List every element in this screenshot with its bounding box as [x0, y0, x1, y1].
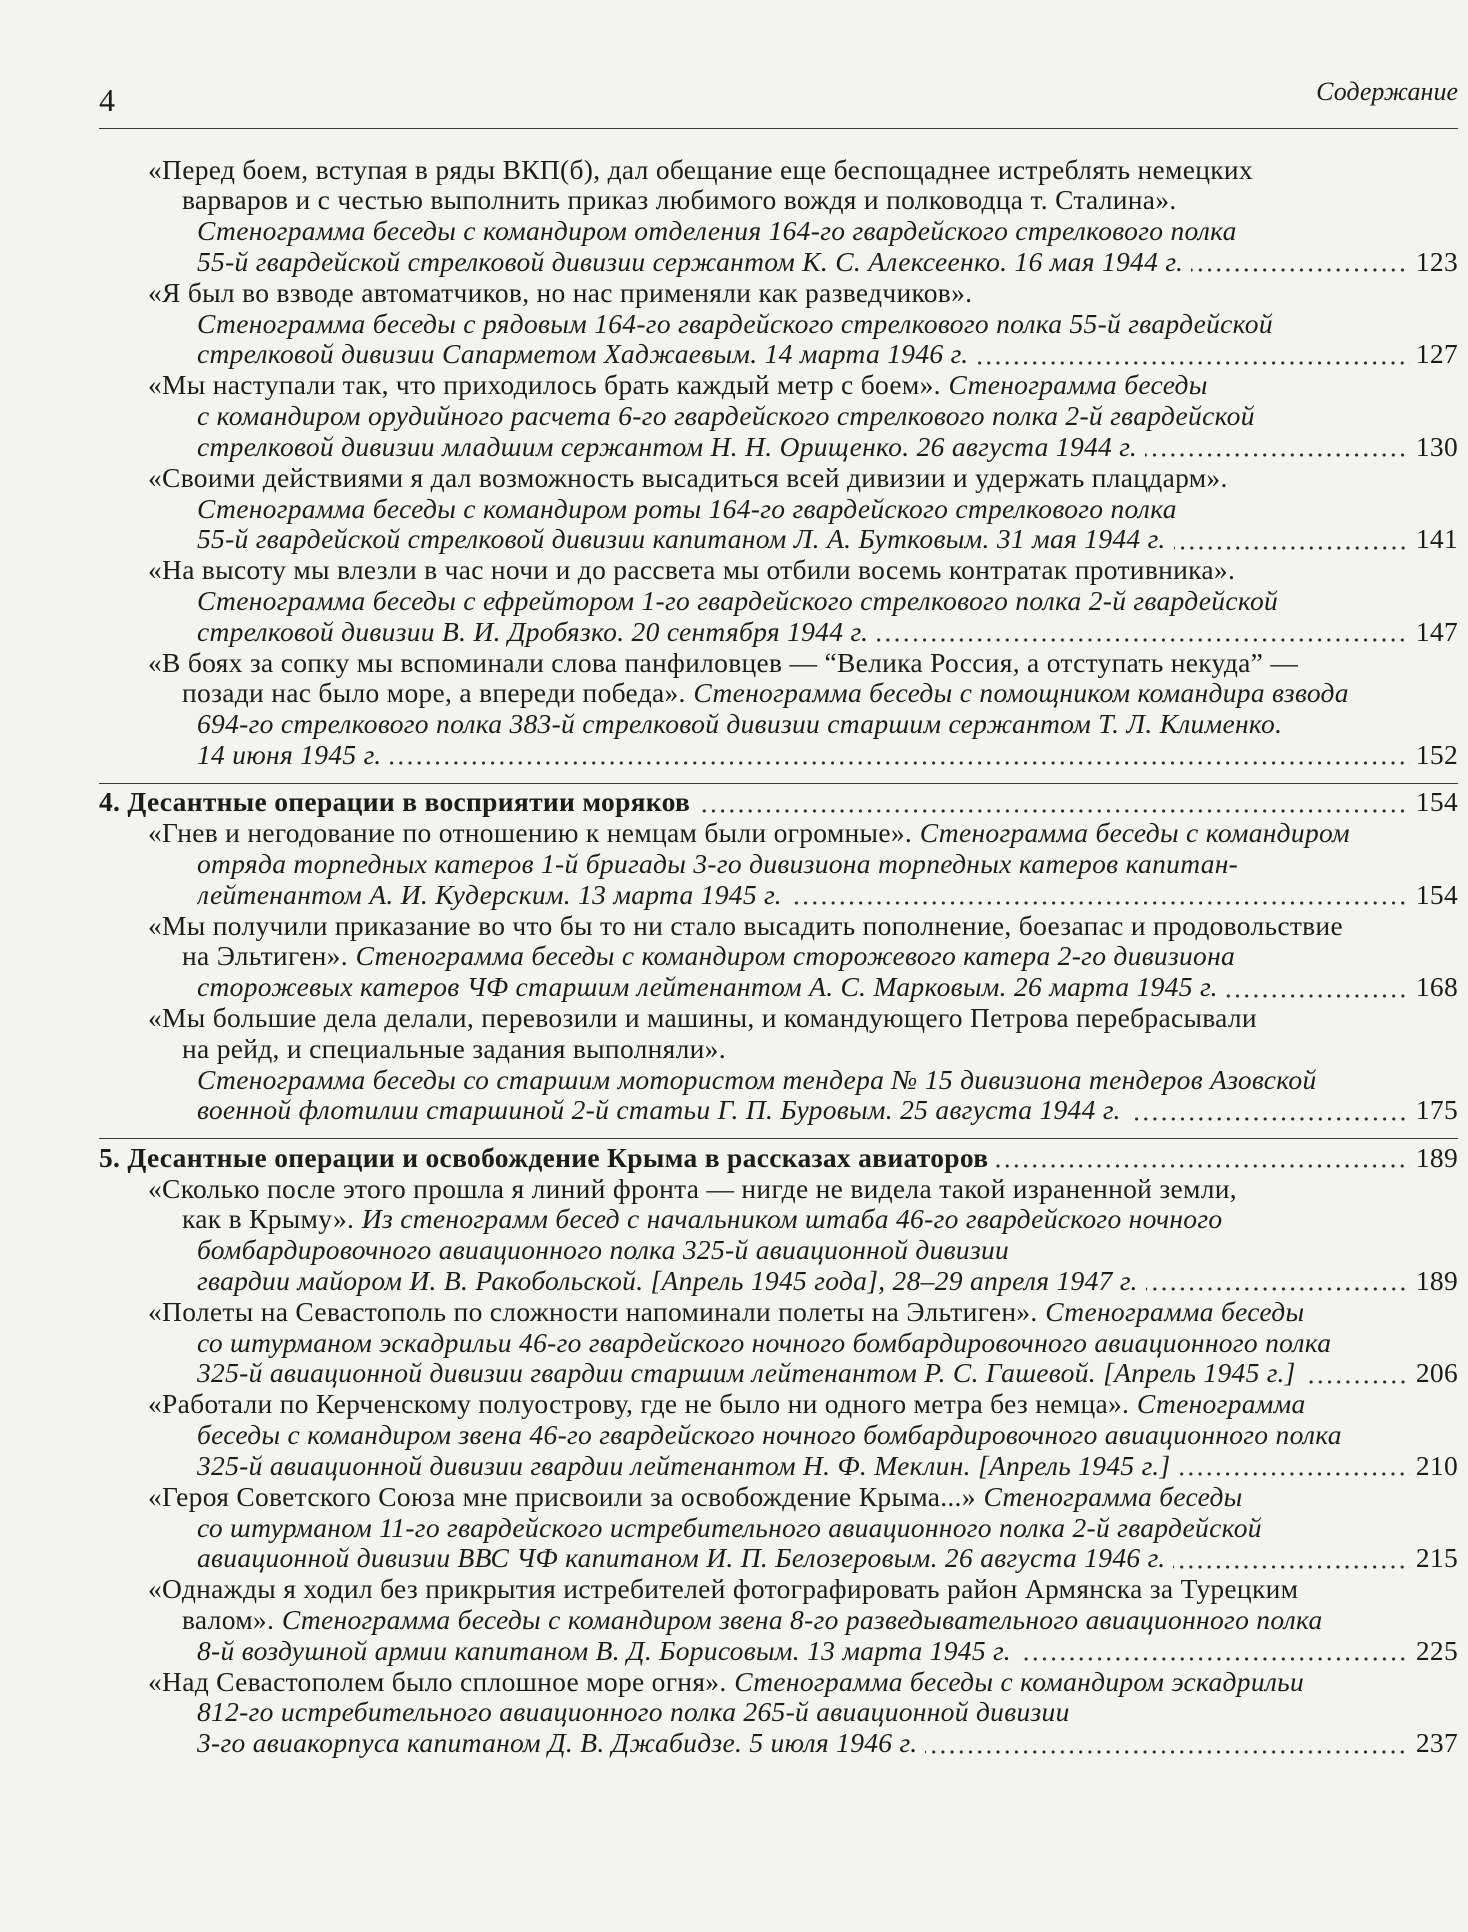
toc-entry-line: [99, 155, 1458, 186]
source-description: 325-й авиационной дивизии гвардии лейтенантом Н. Ф. Меклин. [Апрель 1945 г.]: [197, 1450, 1171, 1481]
toc-entry-page: 215: [1415, 1542, 1458, 1574]
source-description: 694-го стрелкового полка 383-й стрелковой дивизии старшим сержантом Т. Л. Клименко.: [197, 709, 1283, 740]
dot-leader: [976, 339, 1409, 370]
section-heading: [99, 1143, 1458, 1174]
quotation-title: «Героя Советского Союза мне присвоили за освобождение Крыма...»: [148, 1481, 976, 1512]
toc-entry: [99, 911, 1458, 1003]
toc-entry-line-text: [197, 1235, 1009, 1266]
source-description: Стенограмма беседы с командиром звена 8-го разведывательного авиационного полка: [281, 1604, 1323, 1635]
toc-entry-line: [99, 1266, 1458, 1297]
toc-entry-line-text: [148, 278, 972, 309]
source-description: 812-го истребительного авиационного полка 265-й авиационной дивизии: [197, 1697, 1070, 1728]
toc-entry: [99, 818, 1458, 910]
toc-entry-line-text: [197, 432, 1137, 463]
source-description: Стенограмма беседы с командиром отделения 164-го гвардейского стрелкового полка: [197, 216, 1237, 247]
quotation-title: «На высоту мы влезли в час ночи и до рассвета мы отбили восемь контратак противника».: [148, 555, 1236, 586]
toc-entry: [99, 278, 1458, 370]
toc-entry-line-text: [197, 709, 1282, 740]
toc-entry-line: [99, 972, 1458, 1003]
toc-entry-line-text: [197, 1095, 1121, 1126]
section-separator: [99, 771, 1458, 788]
source-description: Стенограмма беседы: [983, 1481, 1243, 1512]
toc-entry-page: 154: [1415, 878, 1458, 910]
toc-entry-line-text: [197, 339, 968, 370]
dot-leader: [790, 880, 1410, 911]
toc-entry-line: [99, 401, 1458, 432]
toc-entry-line: [99, 648, 1458, 679]
dot-leader: [389, 740, 1409, 771]
toc-entry-page: 152: [1415, 739, 1458, 771]
toc-entry-line-text: [148, 1389, 1306, 1420]
toc-entry-line: [99, 880, 1458, 911]
section-heading: [99, 787, 1458, 818]
toc-entry-line: [99, 818, 1458, 849]
toc-entry-page: 237: [1415, 1727, 1458, 1759]
toc-entry: [99, 1574, 1458, 1666]
toc-entry-line-text: [197, 1697, 1070, 1728]
toc-entry-line: [99, 1667, 1458, 1698]
source-description: Из стенограмм бесед с начальником штаба 46-го гвардейского ночного: [361, 1204, 1223, 1235]
source-description: стрелковой дивизии В. И. Дробязко. 20 сентября 1944 г.: [197, 616, 869, 647]
toc-entry-line: [99, 709, 1458, 740]
toc-entry-line-text: [182, 678, 1349, 709]
section-heading-title: 4. Десантные операции в восприятии моряков: [99, 787, 691, 818]
source-description: Стенограмма беседы с рядовым 164-го гвардейского стрелкового полка 55-й гвардейской: [197, 308, 1273, 339]
toc-entry-line-text: [148, 1297, 1304, 1328]
source-description: стрелковой дивизии Сапарметом Хаджаевым. 14 марта 1946 г.: [197, 339, 969, 370]
source-description: Стенограмма беседы: [1045, 1296, 1305, 1327]
toc-entry-line: [99, 1574, 1458, 1605]
toc-entry: [99, 1297, 1458, 1389]
toc-entry-line-text: [182, 1605, 1323, 1636]
toc-section: [99, 155, 1458, 771]
toc-entry-line-text: [197, 401, 1255, 432]
toc-entry-line-text: [197, 1451, 1170, 1482]
table-of-contents: [99, 155, 1458, 1759]
source-description: Стенограмма беседы с командиром: [919, 818, 1350, 849]
section-heading-title: 5. Десантные операции и освобождение Крыма в рассказах авиаторов: [99, 1142, 989, 1173]
source-description: отряда торпедных катеров 1-й бригады 3-го дивизиона торпедных катеров капитан-: [197, 848, 1239, 879]
section-heading-page: 154: [1415, 786, 1458, 818]
toc-section: [99, 1126, 1458, 1759]
toc-entry-line-text: [197, 1328, 1331, 1359]
dot-leader: [1129, 1095, 1410, 1126]
dot-leader: [1173, 1543, 1409, 1574]
toc-entry-line-text: [148, 155, 1253, 186]
toc-entry: [99, 648, 1458, 771]
toc-entry-line-text: [197, 1358, 1296, 1389]
quotation-title: на рейд, и специальные задания выполняли».: [182, 1033, 726, 1064]
quotation-title: «Своими действиями я дал возможность высадиться всей дивизии и удержать плацдарм».: [148, 462, 1228, 493]
toc-entry: [99, 1174, 1458, 1297]
source-description: 55-й гвардейской стрелковой дивизии сержантом К. С. Алексеенко. 16 мая 1944 г.: [197, 247, 1184, 278]
quotation-title: «Сколько после этого прошла я линий фронта — нигде не видела такой израненной земли,: [148, 1173, 1237, 1204]
section-heading-page: 189: [1415, 1141, 1458, 1173]
toc-entry-line-text: [197, 494, 1177, 525]
toc-entry-line-text: [197, 1636, 1011, 1667]
dot-leader: [1145, 432, 1410, 463]
dot-leader: [1019, 1636, 1410, 1667]
toc-entry-line: [99, 1065, 1458, 1096]
toc-entry-line: [99, 247, 1458, 278]
toc-entry-line-text: [148, 1667, 1304, 1698]
toc-entry-line: [99, 370, 1458, 401]
dot-leader: [876, 617, 1410, 648]
toc-entry-line-text: [197, 1065, 1317, 1096]
section-divider-rule: [99, 1138, 1458, 1139]
toc-entry-line-text: [182, 1034, 726, 1065]
dot-leader: [1178, 1451, 1409, 1482]
toc-entry: [99, 1482, 1458, 1574]
toc-entry-line: [99, 309, 1458, 340]
toc-entry-page: 141: [1415, 523, 1458, 555]
toc-entry-page: 130: [1415, 430, 1458, 462]
source-description: Стенограмма беседы с помощником командира взвода: [693, 678, 1349, 709]
source-description: Стенограмма: [1136, 1389, 1306, 1420]
toc-entry-page: 210: [1415, 1449, 1458, 1481]
source-description: Стенограмма беседы со старшим мотористом тендера № 15 дивизиона тендеров Азовской: [197, 1064, 1317, 1095]
dot-leader: [1191, 247, 1410, 278]
toc-entry-line: [99, 1358, 1458, 1389]
toc-entry-line-text: [197, 972, 1218, 1003]
toc-entry-line: [99, 494, 1458, 525]
toc-entry-page: 127: [1415, 338, 1458, 370]
toc-entry-page: 168: [1415, 971, 1458, 1003]
toc-entry-line: [99, 216, 1458, 247]
source-description: Стенограмма беседы с ефрейтором 1-го гвардейского стрелкового полка 2-й гвардейской: [197, 585, 1279, 616]
toc-entry-page: 225: [1415, 1634, 1458, 1666]
quotation-title: варваров и с честью выполнить приказ любимого вождя и полководца т. Сталина».: [182, 185, 1177, 216]
dot-leader: [1174, 524, 1410, 555]
toc-entry-line: [99, 524, 1458, 555]
quotation-title: «Мы наступали так, что приходилось брать каждый метр с боем».: [148, 370, 941, 401]
quotation-title: позади нас было море, а впереди победа».: [182, 678, 686, 709]
source-description: с командиром орудийного расчета 6-го гвардейского стрелкового полка 2-й гвардейской: [197, 401, 1255, 432]
quotation-title: как в Крыму».: [182, 1204, 355, 1235]
toc-entry-line-text: [197, 1420, 1342, 1451]
toc-entry-line: [99, 1728, 1458, 1759]
quotation-title: «В боях за сопку мы вспоминали слова панфиловцев — “Велика Россия, а отступать некуда” —: [148, 647, 1299, 678]
toc-entry-line: [99, 1482, 1458, 1513]
toc-entry: [99, 1389, 1458, 1481]
toc-entry-line-text: [148, 1574, 1298, 1605]
toc-entry-line-text: [197, 880, 782, 911]
toc-entry-line: [99, 339, 1458, 370]
toc-entry-line: [99, 1389, 1458, 1420]
toc-section: [99, 771, 1458, 1126]
quotation-title: «Однажды я ходил без прикрытия истребителей фотографировать район Армянска за Турецким: [148, 1574, 1299, 1605]
quotation-title: «Перед боем, вступая в ряды ВКП(б), дал обещание еще беспощаднее истреблять немецких: [148, 154, 1253, 185]
toc-entry-page: 206: [1415, 1357, 1458, 1389]
source-description: сторожевых катеров ЧФ старшим лейтенантом А. С. Марковым. 26 марта 1945 г.: [197, 972, 1218, 1003]
source-description: 3-го авиакорпуса капитаном Д. В. Джабидзе. 5 июля 1946 г.: [197, 1728, 918, 1759]
quotation-title: валом».: [182, 1604, 275, 1635]
dot-leader: [996, 1143, 1409, 1174]
toc-entry-page: 175: [1415, 1094, 1458, 1126]
toc-entry: [99, 555, 1458, 647]
toc-entry-line-text: [182, 941, 1235, 972]
toc-entry-line: [99, 1174, 1458, 1205]
toc-entry: [99, 155, 1458, 278]
toc-entry-page: 189: [1415, 1265, 1458, 1297]
source-description: авиационной дивизии ВВС ЧФ капитаном И. П. Белозеровым. 26 августа 1946 г.: [197, 1543, 1166, 1574]
toc-entry-line-text: [197, 524, 1166, 555]
source-description: Стенограмма беседы с командиром роты 164-го гвардейского стрелкового полка: [197, 493, 1177, 524]
toc-entry-line-text: [197, 309, 1273, 340]
toc-entry-page: 123: [1415, 246, 1458, 278]
toc-entry-line-text: [182, 185, 1177, 216]
source-description: 55-й гвардейской стрелковой дивизии капитаном Л. А. Бутковым. 31 мая 1944 г.: [197, 524, 1166, 555]
source-description: 8-й воздушной армии капитаном В. Д. Борисовым. 13 марта 1945 г.: [197, 1635, 1011, 1666]
toc-entry: [99, 370, 1458, 462]
toc-entry-line-text: [148, 1482, 1243, 1513]
toc-entry-line: [99, 1636, 1458, 1667]
toc-entry-line-text: [197, 740, 381, 771]
header-rule: [99, 128, 1458, 129]
dot-leader: [1304, 1358, 1410, 1389]
toc-entry-line: [99, 1513, 1458, 1544]
quotation-title: «Работали по Керченскому полуострову, где не было ни одного метра без немца».: [148, 1389, 1130, 1420]
toc-entry-line: [99, 432, 1458, 463]
toc-entry-line: [99, 1328, 1458, 1359]
quotation-title: «Гнев и негодование по отношению к немцам были огромные».: [148, 818, 913, 849]
toc-entry-line-text: [148, 463, 1228, 494]
toc-entry-line-text: [197, 617, 868, 648]
running-title: Содержание: [1316, 77, 1458, 106]
source-description: 325-й авиационной дивизии гвардии старшим лейтенантом Р. С. Гашевой. [Апрель 1945 г.]: [197, 1358, 1296, 1389]
source-description: беседы с командиром звена 46-го гвардейского ночного бомбардировочного авиационного полка: [197, 1420, 1342, 1451]
toc-entry-line-text: [197, 1513, 1262, 1544]
toc-entry-line: [99, 740, 1458, 771]
toc-entry-line-text: [197, 849, 1238, 880]
toc-entry-line-text: [148, 555, 1235, 586]
toc-entry-line-text: [197, 216, 1237, 247]
source-description: гвардии майором И. В. Ракобольской. [Апрель 1945 года], 28–29 апреля 1947 г.: [197, 1266, 1138, 1297]
source-description: лейтенантом А. И. Кудерским. 13 марта 1945 г.: [197, 879, 782, 910]
source-description: со штурманом 11-го гвардейского истребительного авиационного полка 2-й гвардейской: [197, 1512, 1262, 1543]
section-divider-rule: [99, 783, 1458, 784]
toc-entry-line: [99, 911, 1458, 942]
toc-entry-line-text: [197, 1543, 1165, 1574]
toc-entry-line: [99, 555, 1458, 586]
toc-entry-line: [99, 1095, 1458, 1126]
toc-entry-line: [99, 1034, 1458, 1065]
quotation-title: «Я был во взводе автоматчиков, но нас применяли как разведчиков».: [148, 277, 973, 308]
toc-entry-line: [99, 1420, 1458, 1451]
source-description: стрелковой дивизии младшим сержантом Н. Н. Орищенко. 26 августа 1944 г.: [197, 431, 1138, 462]
toc-entry-line: [99, 617, 1458, 648]
source-description: 14 июня 1945 г.: [197, 740, 382, 771]
toc-entry-line: [99, 185, 1458, 216]
toc-entry-line-text: [182, 1204, 1222, 1235]
source-description: Стенограмма беседы с командиром эскадрильи: [734, 1666, 1305, 1697]
quotation-title: «Мы большие дела делали, перевозили и машины, и командующего Петрова перебрасывали: [148, 1003, 1257, 1034]
dot-leader: [1146, 1266, 1410, 1297]
toc-entry-line-text: [148, 1003, 1257, 1034]
page-number: 4: [99, 82, 115, 118]
toc-entry-line: [99, 278, 1458, 309]
dot-leader: [925, 1728, 1409, 1759]
toc-entry-line-text: [197, 586, 1278, 617]
quotation-title: на Эльтиген».: [182, 941, 348, 972]
source-description: военной флотилии старшиной 2-й статьи Г. П. Буровым. 25 августа 1944 г.: [197, 1095, 1121, 1126]
toc-entry-line: [99, 1605, 1458, 1636]
toc-entry-line: [99, 1204, 1458, 1235]
source-description: со штурманом эскадрильи 46-го гвардейского ночного бомбардировочного авиационного полка: [197, 1327, 1332, 1358]
quotation-title: «Над Севастополем было сплошное море огня».: [148, 1666, 727, 1697]
toc-entry-line: [99, 1235, 1458, 1266]
toc-entry-line-text: [148, 648, 1298, 679]
source-description: Стенограмма беседы: [948, 370, 1208, 401]
toc-entry-line: [99, 678, 1458, 709]
toc-entry-line: [99, 1543, 1458, 1574]
toc-entry: [99, 1003, 1458, 1126]
toc-entry-page: 147: [1415, 615, 1458, 647]
toc-entry-line: [99, 1697, 1458, 1728]
toc-entry-line-text: [197, 1728, 917, 1759]
toc-entry-line-text: [148, 370, 1208, 401]
toc-entry: [99, 1667, 1458, 1759]
toc-entry-line-text: [148, 818, 1350, 849]
quotation-title: «Мы получили приказание во что бы то ни стало высадить пополнение, боезапас и продовольствие: [148, 910, 1343, 941]
toc-entry-line: [99, 1003, 1458, 1034]
toc-entry-line: [99, 586, 1458, 617]
toc-entry-line: [99, 1451, 1458, 1482]
toc-entry-line-text: [197, 1266, 1138, 1297]
dot-leader: [698, 787, 1410, 818]
toc-entry-line-text: [148, 1174, 1237, 1205]
source-description: Стенограмма беседы с командиром сторожевого катера 2-го дивизиона: [355, 941, 1236, 972]
toc-entry-line: [99, 849, 1458, 880]
toc-entry-line-text: [197, 247, 1183, 278]
section-separator: [99, 1126, 1458, 1143]
toc-entry-line-text: [148, 911, 1343, 942]
toc-entry-line: [99, 463, 1458, 494]
toc-entry: [99, 463, 1458, 555]
dot-leader: [1226, 972, 1410, 1003]
source-description: бомбардировочного авиационного полка 325-й авиационной дивизии: [197, 1235, 1010, 1266]
toc-entry-line: [99, 941, 1458, 972]
toc-entry-line: [99, 1297, 1458, 1328]
quotation-title: «Полеты на Севастополь по сложности напоминали полеты на Эльтиген».: [148, 1296, 1038, 1327]
